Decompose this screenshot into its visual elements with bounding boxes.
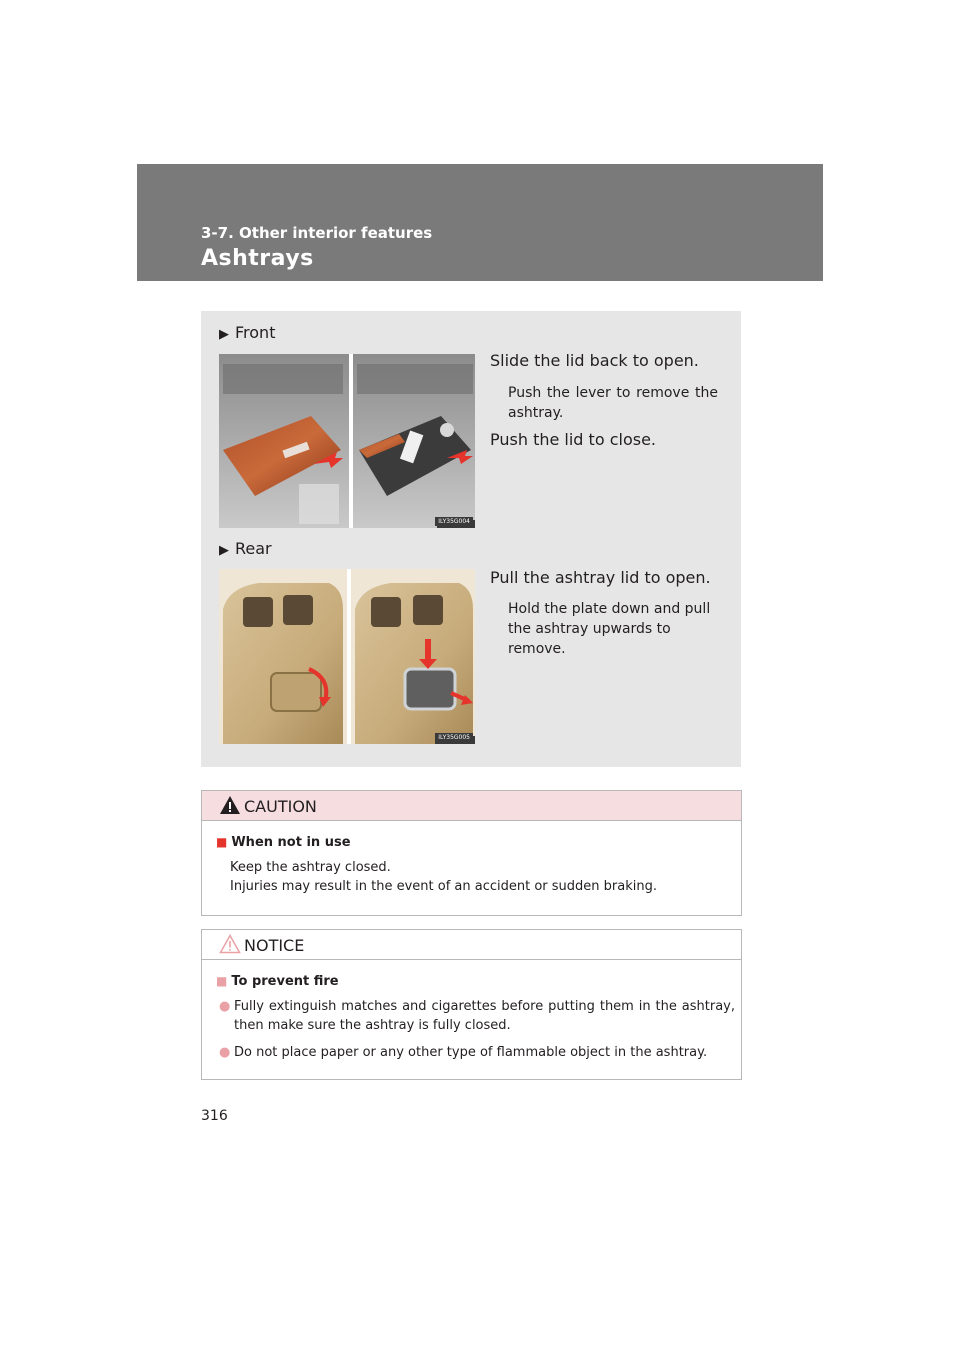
notice-item-title <box>216 974 735 989</box>
notice-bullet-text: Fully extinguish matches and cigarettes before putting them in the ashtray, then make sure the ashtray is fully closed. <box>234 999 735 1033</box>
rear-image-code: ILY35G005 <box>435 733 473 742</box>
caution-item-title <box>216 835 735 850</box>
notice-box <box>201 929 742 1080</box>
front-step-2: Push the lid to close. <box>490 430 656 449</box>
warning-icon <box>219 795 241 815</box>
section-label: 3-7. Other interior features <box>201 224 433 242</box>
notice-header <box>202 930 741 960</box>
caution-line-1: Keep the ashtray closed. <box>230 860 391 875</box>
rear-heading <box>219 539 272 558</box>
square-bullet-icon: ■ <box>216 835 228 849</box>
front-step-1-note: Push the lever to remove the ashtray. <box>508 385 718 421</box>
caution-item-title-text: When not in use <box>231 835 351 850</box>
section-header <box>137 164 823 281</box>
caution-text <box>230 858 735 896</box>
notice-bullet-text: Do not place paper or any other type of flammable object in the ashtray. <box>234 1045 708 1060</box>
caution-label: CAUTION <box>244 797 317 816</box>
caution-box <box>201 790 742 916</box>
notice-item-title-text: To prevent fire <box>231 974 339 989</box>
rear-step-1: Pull the ashtray lid to open. <box>490 568 711 587</box>
notice-bullet <box>216 1043 735 1062</box>
square-bullet-icon: ■ <box>216 974 228 988</box>
front-ashtray-photo <box>219 354 475 528</box>
front-heading <box>219 323 275 342</box>
warning-icon <box>219 934 241 954</box>
front-step-1: Slide the lid back to open. <box>490 351 699 370</box>
triangle-right-icon: ▶ <box>219 327 229 342</box>
dot-bullet-icon: ● <box>219 999 231 1014</box>
caution-header <box>202 791 741 821</box>
triangle-right-icon: ▶ <box>219 543 229 558</box>
rear-step-1-note: Hold the plate down and pull the ashtray upwards to remove. <box>508 601 711 657</box>
page-title: Ashtrays <box>201 246 314 271</box>
notice-bullet <box>216 997 735 1035</box>
rear-ashtray-photo <box>219 569 475 744</box>
front-image-code: ILY35G004 <box>435 517 473 526</box>
caution-line-2: Injuries may result in the event of an accident or sudden braking. <box>230 879 657 894</box>
dot-bullet-icon: ● <box>219 1045 231 1060</box>
page-number: 316 <box>201 1108 228 1124</box>
rear-heading-label: Rear <box>235 539 272 558</box>
front-heading-label: Front <box>235 323 276 342</box>
notice-label: NOTICE <box>244 936 305 955</box>
instruction-panel <box>201 311 741 767</box>
